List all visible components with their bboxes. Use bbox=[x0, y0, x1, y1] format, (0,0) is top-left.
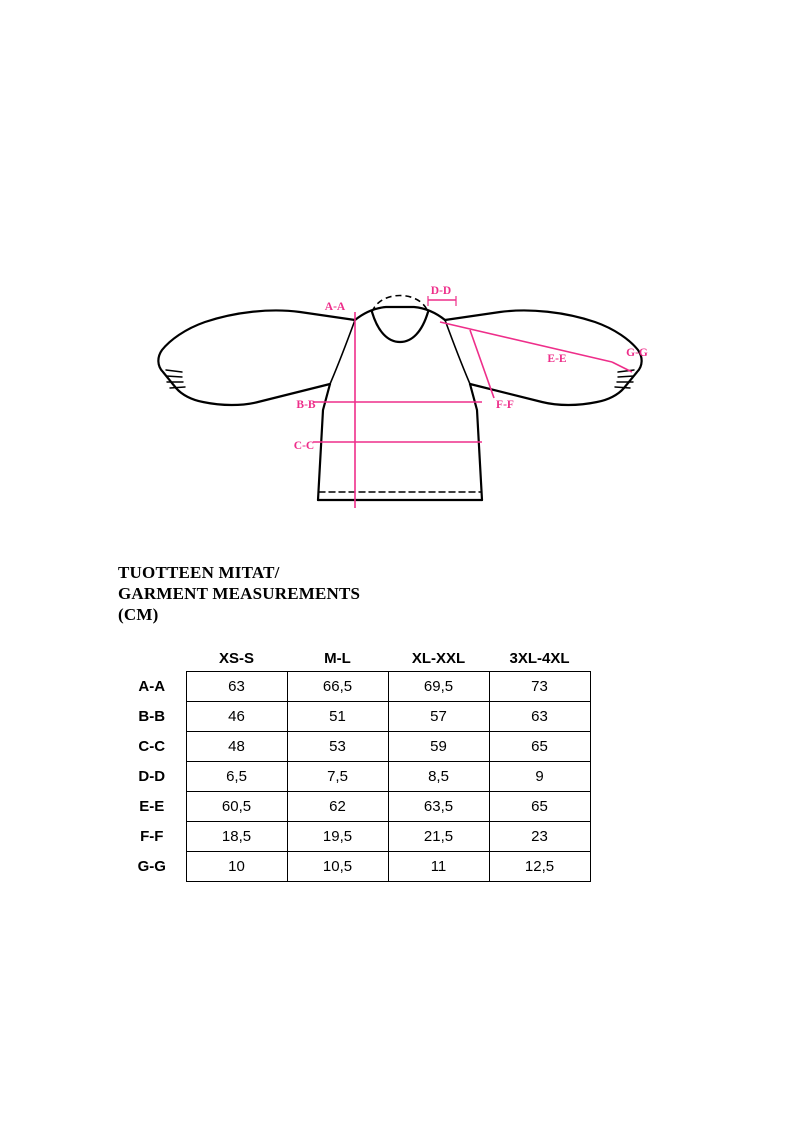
row-header-d-d: D-D bbox=[138, 768, 166, 785]
column-header-m-l: M-L bbox=[324, 649, 351, 667]
garment-diagram bbox=[0, 250, 800, 540]
row-header-a-a: A-A bbox=[138, 678, 166, 695]
label-D-D: D-D bbox=[430, 285, 452, 297]
label-G-G: G-G bbox=[626, 347, 648, 359]
cell-c-c-xs-s: 48 bbox=[186, 732, 287, 762]
neckline-back-dashed bbox=[372, 296, 428, 313]
cell-e-e-3xl-4xl: 65 bbox=[489, 792, 590, 822]
cell-a-a-3xl-4xl: 73 bbox=[489, 672, 590, 702]
column-header-xs-s: XS-S bbox=[218, 649, 254, 667]
measurement-labels bbox=[294, 285, 648, 452]
label-E-E: E-E bbox=[547, 353, 567, 365]
label-B-B: B-B bbox=[296, 399, 316, 411]
cell-e-e-xl-xxl: 63,5 bbox=[388, 792, 489, 822]
line-E-E bbox=[440, 322, 612, 362]
cell-a-a-xl-xxl: 69,5 bbox=[388, 672, 489, 702]
title-line-2: GARMENT MEASUREMENTS bbox=[118, 584, 361, 603]
cell-f-f-m-l: 19,5 bbox=[287, 822, 388, 852]
label-F-F: F-F bbox=[496, 399, 514, 411]
measurements-table bbox=[118, 645, 591, 882]
cell-b-b-xl-xxl: 57 bbox=[388, 702, 489, 732]
label-C-C: C-C bbox=[293, 440, 315, 452]
cell-a-a-m-l: 66,5 bbox=[287, 672, 388, 702]
cell-b-b-xs-s: 46 bbox=[186, 702, 287, 732]
cell-b-b-m-l: 51 bbox=[287, 702, 388, 732]
cell-e-e-m-l: 62 bbox=[287, 792, 388, 822]
cell-d-d-xl-xxl: 8,5 bbox=[388, 762, 489, 792]
cell-g-g-xs-s: 10 bbox=[186, 852, 287, 882]
cell-c-c-m-l: 53 bbox=[287, 732, 388, 762]
cell-g-g-m-l: 10,5 bbox=[287, 852, 388, 882]
row-header-e-e: E-E bbox=[139, 798, 165, 815]
table-row bbox=[118, 792, 590, 822]
table-row bbox=[118, 732, 590, 762]
line-G-G bbox=[612, 362, 632, 372]
cell-f-f-xs-s: 18,5 bbox=[186, 822, 287, 852]
table-row bbox=[118, 702, 590, 732]
row-header-f-f: F-F bbox=[140, 828, 164, 845]
cell-d-d-xs-s: 6,5 bbox=[186, 762, 287, 792]
row-header-c-c: C-C bbox=[138, 738, 166, 755]
measurement-lines bbox=[313, 296, 632, 508]
cell-c-c-3xl-4xl: 65 bbox=[489, 732, 590, 762]
cell-b-b-3xl-4xl: 63 bbox=[489, 702, 590, 732]
row-header-b-b: B-B bbox=[138, 708, 166, 725]
table-row bbox=[118, 672, 590, 702]
table-header-row bbox=[118, 645, 590, 672]
cell-f-f-xl-xxl: 21,5 bbox=[388, 822, 489, 852]
cell-g-g-xl-xxl: 11 bbox=[388, 852, 489, 882]
table-row bbox=[118, 762, 590, 792]
column-header-3xl-4xl: 3XL-4XL bbox=[509, 649, 570, 667]
cell-d-d-m-l: 7,5 bbox=[287, 762, 388, 792]
garment-schematic-svg bbox=[0, 250, 800, 540]
cell-g-g-3xl-4xl: 12,5 bbox=[489, 852, 590, 882]
title-line-1: TUOTTEEN MITAT/ bbox=[118, 563, 280, 582]
table-row bbox=[118, 822, 590, 852]
row-header-g-g: G-G bbox=[137, 858, 166, 875]
table-corner-cell bbox=[118, 645, 186, 672]
cell-e-e-xs-s: 60,5 bbox=[186, 792, 287, 822]
cell-d-d-3xl-4xl: 9 bbox=[489, 762, 590, 792]
label-A-A: A-A bbox=[324, 301, 346, 313]
page-title bbox=[118, 562, 618, 625]
column-header-xl-xxl: XL-XXL bbox=[411, 649, 466, 667]
table-row bbox=[118, 852, 590, 882]
garment-outline bbox=[158, 307, 641, 500]
cell-f-f-3xl-4xl: 23 bbox=[489, 822, 590, 852]
cell-c-c-xl-xxl: 59 bbox=[388, 732, 489, 762]
cell-a-a-xs-s: 63 bbox=[186, 672, 287, 702]
title-line-3: (CM) bbox=[118, 605, 159, 624]
